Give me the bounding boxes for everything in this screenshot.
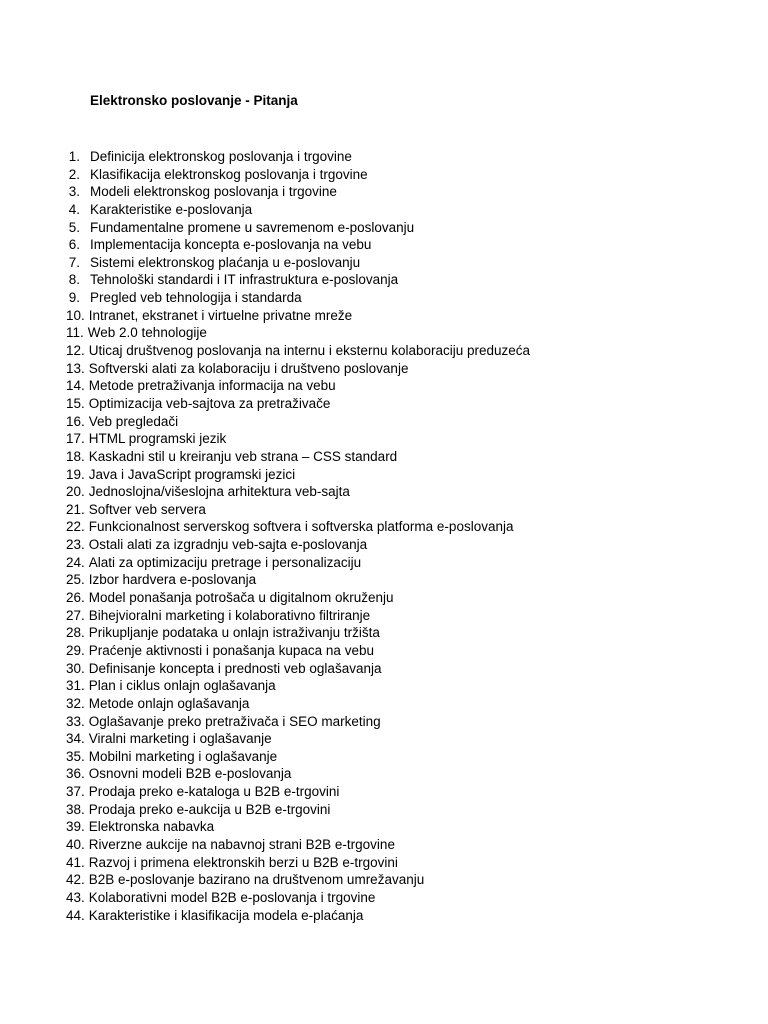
question-item xyxy=(0,607,530,625)
question-number: 43. xyxy=(66,889,85,905)
question-text: Definisanje koncepta i prednosti veb oglašavanja xyxy=(88,660,382,676)
question-number: 15. xyxy=(66,395,85,411)
question-number: 13. xyxy=(66,360,85,376)
question-number: 20. xyxy=(66,484,85,500)
question-item xyxy=(0,307,530,325)
question-item xyxy=(0,289,530,307)
question-item xyxy=(0,501,530,519)
question-number: 39. xyxy=(66,819,85,835)
question-text: Riverzne aukcije na nabavnoj strani B2B e-trgovine xyxy=(88,836,395,852)
question-text: Tehnološki standardi i IT infrastruktura e-poslovanja xyxy=(90,272,399,288)
question-number: 27. xyxy=(66,607,85,623)
question-text: Praćenje aktivnosti i ponašanja kupaca na vebu xyxy=(88,642,374,658)
question-text: Veb pregledači xyxy=(88,413,179,429)
question-number: 32. xyxy=(66,695,85,711)
question-item xyxy=(0,201,530,219)
question-number: 17. xyxy=(66,431,85,447)
question-number: 10. xyxy=(66,307,85,323)
question-item xyxy=(0,748,530,766)
question-list xyxy=(0,148,530,924)
question-text: Bihejvioralni marketing i kolaborativno filtriranje xyxy=(88,607,371,623)
question-item xyxy=(0,271,530,289)
question-item xyxy=(0,395,530,413)
question-text: Prikupljanje podataka u onlajn istraživanju tržišta xyxy=(88,625,380,641)
question-text: Softverski alati za kolaboraciju i društveno poslovanje xyxy=(88,360,409,376)
question-number: 18. xyxy=(66,448,85,464)
question-item xyxy=(0,536,530,554)
question-number: 40. xyxy=(66,836,85,852)
question-number: 21. xyxy=(66,501,85,517)
question-item xyxy=(0,219,530,237)
question-item xyxy=(0,660,530,678)
question-number: 33. xyxy=(66,713,85,729)
question-item xyxy=(0,183,530,201)
question-number: 38. xyxy=(66,801,85,817)
question-item xyxy=(0,854,530,872)
question-item xyxy=(0,836,530,854)
question-number: 34. xyxy=(66,731,85,747)
question-number: 19. xyxy=(66,466,85,482)
question-item xyxy=(0,589,530,607)
question-text: Model ponašanja potrošača u digitalnom okruženju xyxy=(88,590,394,606)
question-text: Plan i ciklus onlajn oglašavanja xyxy=(88,678,276,694)
question-item xyxy=(0,448,530,466)
question-text: Funkcionalnost serverskog softvera i softverska platforma e-poslovanja xyxy=(88,519,514,535)
question-item xyxy=(0,148,530,166)
question-text: Fundamentalne promene u savremenom e-poslovanju xyxy=(90,219,415,235)
question-item xyxy=(0,695,530,713)
question-number: 35. xyxy=(66,748,85,764)
question-text: Prodaja preko e-aukcija u B2B e-trgovini xyxy=(88,801,331,817)
question-text: Razvoj i primena elektronskih berzi u B2B e-trgovini xyxy=(88,854,398,870)
question-text: Elektronska nabavka xyxy=(88,819,215,835)
question-number: 12. xyxy=(66,343,85,359)
question-text: Kolaborativni model B2B e-poslovanja i trgovine xyxy=(88,889,376,905)
question-number: 41. xyxy=(66,854,85,870)
question-number: 42. xyxy=(66,872,85,888)
question-item xyxy=(0,466,530,484)
question-item xyxy=(0,236,530,254)
question-text: Kaskadni stil u kreiranju veb strana – CSS standard xyxy=(88,448,398,464)
question-text: Softver veb servera xyxy=(88,501,206,517)
question-number: 9. xyxy=(68,290,80,306)
question-item xyxy=(0,818,530,836)
question-item xyxy=(0,889,530,907)
question-item xyxy=(0,430,530,448)
question-text: Web 2.0 tehnologije xyxy=(87,325,207,341)
question-text: Optimizacija veb-sajtova za pretraživače xyxy=(88,395,331,411)
question-text: Sistemi elektronskog plaćanja u e-poslovanju xyxy=(90,254,361,270)
question-item xyxy=(0,166,530,184)
question-text: Izbor hardvera e-poslovanja xyxy=(88,572,257,588)
question-text: Prodaja preko e-kataloga u B2B e-trgovini xyxy=(88,784,340,800)
question-number: 1. xyxy=(68,149,80,164)
question-number: 37. xyxy=(66,784,85,800)
question-text: Jednoslojna/višeslojna arhitektura veb-sajta xyxy=(88,484,350,500)
question-number: 6. xyxy=(68,237,80,253)
document-title: Elektronsko poslovanje - Pitanja xyxy=(90,93,298,108)
question-text: Karakteristike i klasifikacija modela e-plaćanja xyxy=(88,907,364,923)
question-number: 4. xyxy=(68,201,80,217)
question-item xyxy=(0,783,530,801)
question-number: 31. xyxy=(66,678,85,694)
question-text: Metode pretraživanja informacija na vebu xyxy=(88,378,336,394)
question-number: 22. xyxy=(66,519,85,535)
question-item xyxy=(0,483,530,501)
question-text: Java i JavaScript programski jezici xyxy=(88,466,296,482)
question-text: Oglašavanje preko pretraživača i SEO marketing xyxy=(88,713,381,729)
question-number: 24. xyxy=(66,554,85,570)
question-item xyxy=(0,360,530,378)
question-item xyxy=(0,324,530,342)
question-item xyxy=(0,677,530,695)
question-number: 7. xyxy=(68,254,80,270)
question-number: 23. xyxy=(66,537,85,553)
question-item xyxy=(0,571,530,589)
question-text: Ostali alati za izgradnju veb-sajta e-poslovanja xyxy=(88,537,368,553)
question-item xyxy=(0,713,530,731)
question-item xyxy=(0,254,530,272)
question-item xyxy=(0,730,530,748)
question-text: Osnovni modeli B2B e-poslovanja xyxy=(88,766,292,782)
question-text: Modeli elektronskog poslovanja i trgovine xyxy=(90,184,337,200)
question-number: 3. xyxy=(68,184,80,200)
question-item xyxy=(0,642,530,660)
question-text: Definicija elektronskog poslovanja i trgovine xyxy=(90,149,352,164)
question-text: Uticaj društvenog poslovanja na internu i eksternu kolaboraciju preduzeća xyxy=(88,343,531,359)
question-number: 30. xyxy=(66,660,85,676)
question-text: Intranet, ekstranet i virtuelne privatne mreže xyxy=(88,307,353,323)
question-number: 44. xyxy=(66,907,85,923)
question-item xyxy=(0,907,530,925)
question-number: 26. xyxy=(66,590,85,606)
question-item xyxy=(0,377,530,395)
question-text: HTML programski jezik xyxy=(88,431,227,447)
question-number: 2. xyxy=(68,166,80,182)
question-number: 8. xyxy=(68,272,80,288)
question-text: B2B e-poslovanje bazirano na društvenom umrežavanju xyxy=(88,872,425,888)
question-text: Viralni marketing i oglašavanje xyxy=(88,731,272,747)
question-text: Alati za optimizaciju pretrage i personalizaciju xyxy=(88,554,362,570)
question-text: Pregled veb tehnologija i standarda xyxy=(90,290,302,306)
question-number: 14. xyxy=(66,378,85,394)
question-number: 5. xyxy=(68,219,80,235)
question-number: 11. xyxy=(66,325,84,341)
question-text: Mobilni marketing i oglašavanje xyxy=(88,748,278,764)
question-item xyxy=(0,413,530,431)
question-number: 36. xyxy=(66,766,85,782)
question-text: Klasifikacija elektronskog poslovanja i trgovine xyxy=(90,166,368,182)
question-item xyxy=(0,624,530,642)
question-text: Karakteristike e-poslovanja xyxy=(90,201,253,217)
question-number: 25. xyxy=(66,572,85,588)
question-item xyxy=(0,801,530,819)
question-item xyxy=(0,518,530,536)
question-number: 16. xyxy=(66,413,85,429)
question-number: 28. xyxy=(66,625,85,641)
question-item xyxy=(0,765,530,783)
question-text: Implementacija koncepta e-poslovanja na vebu xyxy=(90,237,372,253)
question-item xyxy=(0,554,530,572)
question-number: 29. xyxy=(66,642,85,658)
question-text: Metode onlajn oglašavanja xyxy=(88,695,250,711)
question-item xyxy=(0,342,530,360)
question-item xyxy=(0,871,530,889)
